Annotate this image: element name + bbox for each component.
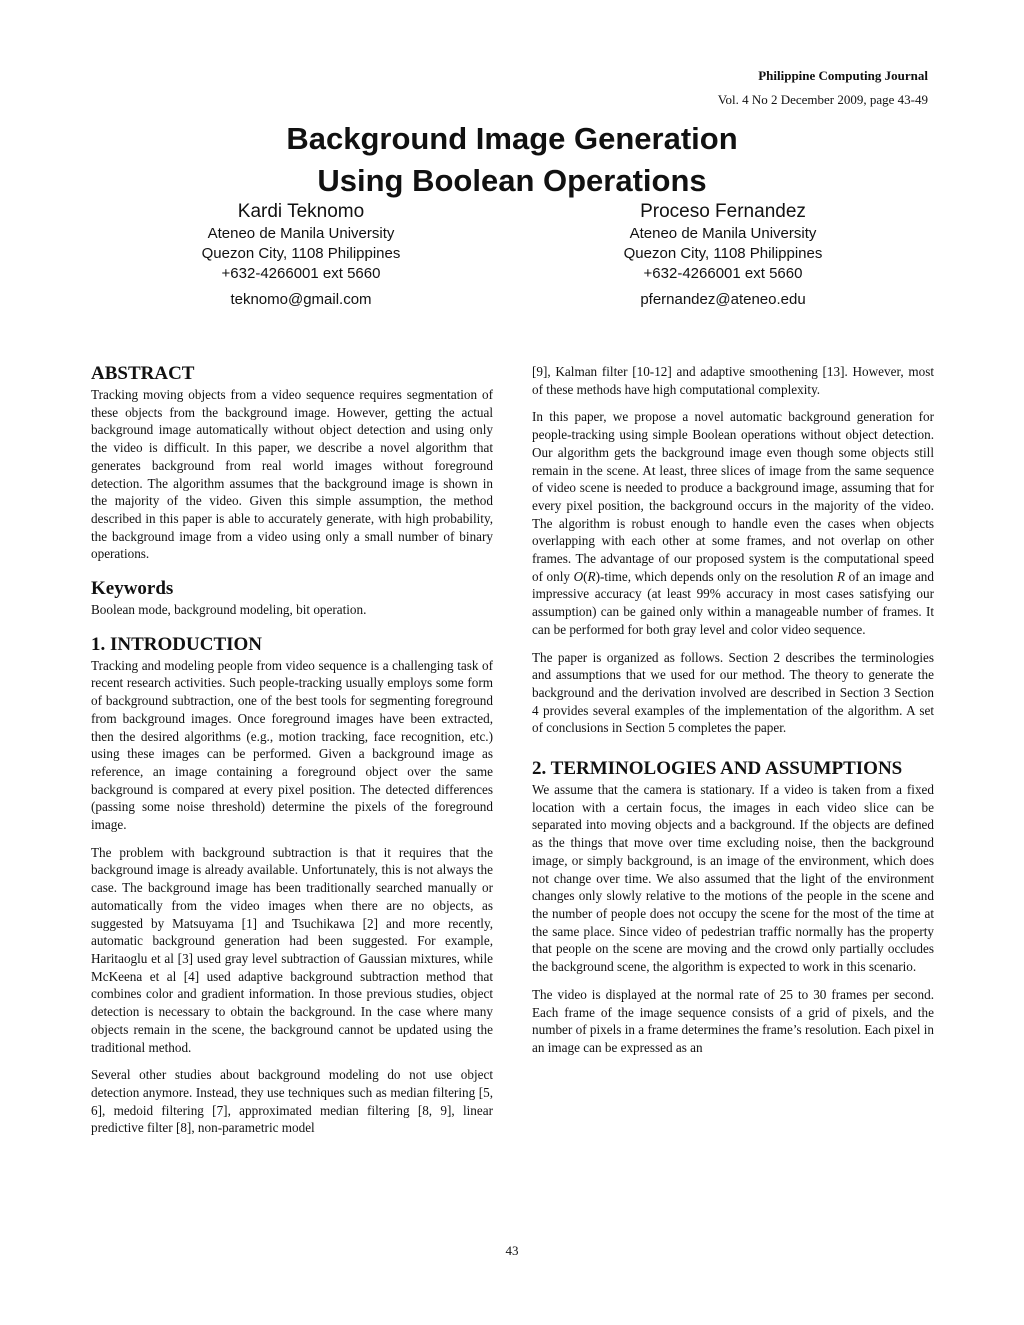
intro-p5-text-a: In this paper, we propose a novel automatic background generation for people-tracking using simple Boolean operations without object detection. Our algorithm gets the background image even though some objects still remain in the scene. At least, three slices of image from the same sequence of video scene is needed to produce a background image, assuming that for every pixel position, the background occurs in the majority of the video. The algorithm is robust enough to handle even the cases when objects overlapping with each other at some frames, and not overlap on other frames. The advantage of our proposed system is the computational speed of only [532,409,934,584]
page-number: 43 [505,1243,519,1258]
author-affiliation: Ateneo de Manila University [207,225,395,242]
left-column [91,362,493,1147]
journal-name: Philippine Computing Journal [758,68,928,83]
author-name: Proceso Fernandez [640,201,806,222]
resolution-symbol: R [587,568,596,584]
introduction-heading: 1. INTRODUCTION [91,633,263,655]
author-email: teknomo@gmail.com [230,291,372,308]
big-o-symbol: O [573,568,584,584]
author-name: Kardi Teknomo [237,201,365,222]
intro-paragraph-3: Several other studies about background modeling do not use object detection anymore. Instead, they use techniques such as median filtering [5, 6], medoid filtering [7], approximated median filtering [8, 9], linear predictive filter [8], non-parametric model [91,1067,493,1136]
author-block-1 [136,200,466,310]
intro-paragraph-6: The paper is organized as follows. Section 2 describes the terminologies and assumptions that we used for our method. The theory to generate the background and the derivation involved are described in Section 3 Section 4 provides several examples of the implementation of the algorithm. A set of conclusions in Section 5 completes the paper. [532,649,934,736]
title-line-1: Background Image Generation [286,121,738,156]
author-block-2 [558,200,888,310]
abstract-text: Tracking moving objects from a video sequence requires segmentation of these objects from the background image. However, getting the actual background image automatically without object detection and using only the video is difficult. In this paper, we describe a novel algorithm that generates background from real world images without foreground detection. The algorithm assumes that the background image is shown in the majority of the video. Given this simple assumption, the method described in this paper is able to accurately generate, with high probability, the background image from a video using only a small number of binary operations. [91,387,493,562]
right-column [532,363,934,1067]
intro-paragraph-2: The problem with background subtraction is that it requires that the background image is already available. Unfortunately, this is not always the case. The background image has been traditionally searched manually or automatically from the video images when there are no objects, as suggested by Matsuyama [1] and Tsuchikawa [2] and more recently, automatic background generation had been suggested. For example, Haritaoglu et al [3] used gray level subtraction of Gaussian mixtures, while McKeena et al [4] used adaptive background subtraction method that combines color and gradient information. In those previous studies, object detection is necessary to obtain the background. In the case where many objects remain in the scene, the background cannot be updated using the traditional method. [91,844,493,1055]
intro-p5-text-c: of an image and impressive accuracy (at least 99% accuracy in most cases satisfying our assumption) can be gained only within a manageable number of frames. It can be performed for both gray level and color video sequence. [532,568,934,637]
author-phone: +632-4266001 ext 5660 [221,265,381,282]
intro-paragraph-5 [532,408,934,638]
abstract-heading: ABSTRACT [91,363,195,384]
author-address: Quezon City, 1108 Philippines [623,245,823,262]
keywords-text: Boolean mode, background modeling, bit operation. [91,602,367,618]
title-line-2: Using Boolean Operations [317,163,707,198]
intro-paragraph-1: Tracking and modeling people from video sequence is a challenging task of recent research activities. Such people-tracking usually employs some form of background subtraction, one of the best tools for segmenting foreground from background images. Once foreground images have been extracted, then the desired algorithms (e.g., motion tracking, face recognition, etc.) using these images can be performed. Given a background image as reference, an image containing a foreground object over the same background is compared at every pixel position. The detected differences (passing some noise threshold) determine the pixels of the foreground image. [91,657,493,833]
section2-paragraph-2: The video is displayed at the normal rate of 25 to 30 frames per second. Each frame of the image sequence consists of a grid of pixels, and the number of pixels in a frame determines the frame’s resolution. Each pixel in an image can be expressed as an [532,986,934,1055]
author-email: pfernandez@ateneo.edu [640,291,806,308]
journal-volume: Vol. 4 No 2 December 2009, page 43-49 [717,92,928,107]
intro-p5-text-b: )-time, which depends only on the resolution [595,568,837,584]
paper-title [0,118,1024,202]
author-affiliation: Ateneo de Manila University [629,225,817,242]
resolution-symbol: R [836,568,846,584]
author-phone: +632-4266001 ext 5660 [643,265,803,282]
open-paren: ( [583,568,588,584]
section2-paragraph-1: We assume that the camera is stationary. If a video is taken from a fixed location with a certain focus, the images in each video slice can be separated into moving objects and a background. If the objects are defined as the things that move over time excluding noise, then the background image, or simply background, is an image of the environment, which does not change over time. We also assumed that the light of the environment changes only slowly relative to the motions of the people in the scene and the number of people does not occupy the scene for the most of the time at the same place. Since video of pedestrian traffic normally has the property that people on the scene are moving and the crowd only partially occludes the background scene, the algorithm is expected to work in this scenario. [532,782,934,975]
section2-heading: 2. TERMINOLOGIES AND ASSUMPTIONS [532,758,903,780]
keywords-heading: Keywords [91,578,174,600]
intro-paragraph-4: [9], Kalman filter [10-12] and adaptive smoothening [13]. However, most of these methods have high computational complexity. [532,364,934,397]
author-address: Quezon City, 1108 Philippines [201,245,401,262]
